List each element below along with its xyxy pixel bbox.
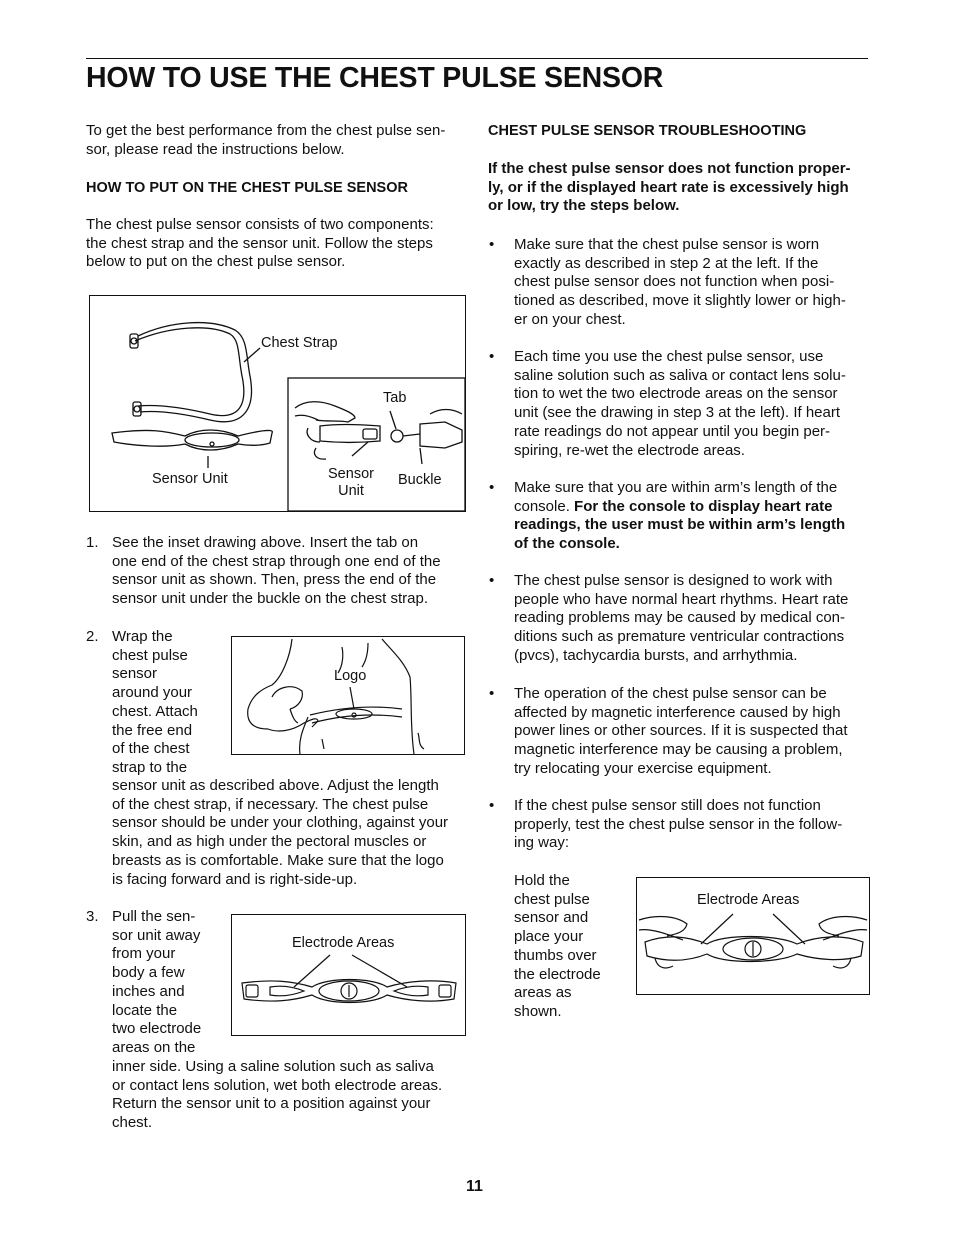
step-2-line: around your <box>112 684 193 702</box>
components-line: The chest pulse sensor consists of two components: <box>86 216 434 233</box>
step-2-line: the free end <box>112 721 193 739</box>
put-on-heading: HOW TO PUT ON THE CHEST PULSE SENSOR <box>86 180 408 196</box>
step-1-line: sensor unit as shown. Then, press the end of the <box>112 571 437 589</box>
intro-line: sor, please read the instructions below. <box>86 140 345 158</box>
step-1-text <box>112 534 441 609</box>
bullet-line: exactly as described in step 2 at the left. If the <box>514 254 819 272</box>
hold-line: place your <box>514 928 584 946</box>
step-3-text-narrow <box>112 908 201 1058</box>
step-2-text-wide <box>112 777 448 889</box>
step-2-line: chest. Attach <box>112 702 198 720</box>
bullet-line: Make sure that you are within arm’s length of the <box>514 479 838 496</box>
step-2-line: of the chest strap, if necessary. The chest pulse <box>112 795 429 813</box>
intro-bold-line: ly, or if the displayed heart rate is excessively high <box>488 178 849 196</box>
bullet-line: The operation of the chest pulse sensor can be <box>514 685 827 702</box>
bullet-line: properly, test the chest pulse sensor in the follow- <box>514 815 843 833</box>
sensor-unit-label: Sensor Unit <box>152 471 228 487</box>
components-line: the chest strap and the sensor unit. Follow the steps <box>86 234 433 252</box>
bullet-line: ing way: <box>514 834 570 852</box>
bullet-line: rate readings do not appear until you begin per- <box>514 422 831 440</box>
bullet-line: er on your chest. <box>514 310 626 328</box>
step-2-line: chest pulse <box>112 646 188 664</box>
wearing-figure <box>231 636 465 755</box>
bullet-line: spiring, re-wet the electrode areas. <box>514 441 745 459</box>
bullet-line: power lines or other sources. If it is suspected that <box>514 722 848 740</box>
bullet-1-text <box>514 236 846 330</box>
step-3-line: chest. <box>112 1114 153 1132</box>
hold-line: Hold the <box>514 872 570 889</box>
bullet-marker: • <box>489 797 495 814</box>
chest-strap-label: Chest Strap <box>261 335 338 351</box>
hold-line: sensor and <box>514 909 589 927</box>
hands-figure <box>636 877 870 995</box>
step-3-number: 3. <box>86 908 99 925</box>
bullet-bold-line: of the console. <box>514 535 620 553</box>
bullet-line: affected by magnetic interference caused by high <box>514 703 841 721</box>
hold-line: the electrode <box>514 965 601 983</box>
step-1-line: one end of the chest strap through one end of the <box>112 552 441 570</box>
hold-instructions <box>514 872 601 1022</box>
step-2-line: of the chest <box>112 740 190 758</box>
step-3-line: areas on the <box>112 1038 196 1056</box>
bullet-bold-line: readings, the user must be within arm’s length <box>514 516 846 534</box>
strap-figure <box>89 295 466 512</box>
bullet-line: tioned as described, move it slightly lower or high- <box>514 292 846 310</box>
hold-line: chest pulse <box>514 890 590 908</box>
step-2-line: Wrap the <box>112 628 173 645</box>
hold-line: shown. <box>514 1002 562 1020</box>
bullet-marker: • <box>489 236 495 253</box>
bullet-bold-span: For the console to display heart rate <box>574 497 833 515</box>
bullet-2-text <box>514 348 846 460</box>
step-2-line: sensor unit as described above. Adjust the length <box>112 777 439 794</box>
step-3-line: sor unit away <box>112 926 201 944</box>
title-rule <box>86 58 868 59</box>
bullet-5-text <box>514 685 848 779</box>
troubleshooting-intro <box>488 160 851 216</box>
bullet-line: tion to wet the two electrode areas on the sensor <box>514 385 838 403</box>
intro-line: To get the best performance from the chest pulse sen- <box>86 122 446 139</box>
bullet-line: chest pulse sensor does not function when posi- <box>514 273 835 291</box>
step-3-line: inner side. Using a saline solution such as saliva <box>112 1058 434 1075</box>
bullet-line: reading problems may be caused by medical con- <box>514 609 846 627</box>
step-1-line: See the inset drawing above. Insert the tab on <box>112 534 419 551</box>
electrode-areas-label: Electrode Areas <box>292 935 395 951</box>
bullet-6-text <box>514 797 842 853</box>
step-3-line: locate the <box>112 1001 178 1019</box>
logo-label: Logo <box>334 668 367 684</box>
bullet-3-text <box>514 479 845 554</box>
bullet-line: saline solution such as saliva or contact lens solu- <box>514 366 846 384</box>
components-paragraph <box>86 216 434 272</box>
intro-bold-line: If the chest pulse sensor does not function proper- <box>488 160 851 177</box>
bullet-line: magnetic interference may be causing a problem, <box>514 741 843 759</box>
step-1-line: sensor unit under the buckle on the chest strap. <box>112 590 429 608</box>
hold-line: thumbs over <box>514 946 597 964</box>
bullet-line <box>514 498 845 517</box>
inset-sensor-label-line: Unit <box>338 483 364 499</box>
inset-sensor-unit-label <box>326 466 376 500</box>
bullet-line: The chest pulse sensor is designed to work with <box>514 572 833 589</box>
bullet-line: unit (see the drawing in step 3 at the left). If heart <box>514 404 841 422</box>
page-title: HOW TO USE THE CHEST PULSE SENSOR <box>86 62 664 94</box>
bullet-line: Make sure that the chest pulse sensor is worn <box>514 236 820 253</box>
step-2-text-narrow <box>112 628 198 778</box>
sensor-unit-drawing <box>232 915 465 1035</box>
bullet-line: people who have normal heart rhythms. Heart rate <box>514 590 849 608</box>
torso-drawing <box>232 637 464 754</box>
step-2-line: sensor should be under your clothing, against your <box>112 814 449 832</box>
bullet-marker: • <box>489 685 495 702</box>
intro-paragraph <box>86 122 445 159</box>
step-3-line: Pull the sen- <box>112 908 196 925</box>
step-2-line: skin, and as high under the pectoral muscles or <box>112 833 427 851</box>
step-2-line: strap to the <box>112 758 188 776</box>
electrode-areas-label-right: Electrode Areas <box>697 892 800 908</box>
bullet-line: If the chest pulse sensor still does not function <box>514 797 821 814</box>
electrode-figure <box>231 914 466 1036</box>
bullet-line: ditions such as premature ventricular contractions <box>514 628 845 646</box>
tab-label: Tab <box>383 390 407 406</box>
step-3-text-wide <box>112 1058 442 1133</box>
bullet-line: try relocating your exercise equipment. <box>514 759 772 777</box>
bullet-plain-span: console. <box>514 497 575 515</box>
bullet-line: Each time you use the chest pulse sensor, use <box>514 348 824 365</box>
step-3-line: from your <box>112 945 176 963</box>
inset-sensor-label-line: Sensor <box>328 466 374 482</box>
bullet-line: (pvcs), tachycardia bursts, and arrhythmia. <box>514 646 798 664</box>
page-number: 11 <box>466 1178 483 1195</box>
step-3-line: or contact lens solution, wet both electrode areas. <box>112 1076 443 1094</box>
step-3-line: body a few <box>112 964 185 982</box>
buckle-label: Buckle <box>398 472 442 488</box>
bullet-4-text <box>514 572 848 666</box>
bullet-marker: • <box>489 348 495 365</box>
step-2-line: breasts as is comfortable. Make sure that the logo <box>112 851 444 869</box>
troubleshooting-heading: CHEST PULSE SENSOR TROUBLESHOOTING <box>488 123 807 139</box>
intro-bold-line: or low, try the steps below. <box>488 197 680 215</box>
step-3-line: inches and <box>112 982 185 1000</box>
step-2-line: sensor <box>112 665 158 683</box>
hold-line: areas as <box>514 984 572 1002</box>
step-3-line: Return the sensor unit to a position against your <box>112 1095 431 1113</box>
step-1-number: 1. <box>86 534 99 551</box>
step-2-number: 2. <box>86 628 99 645</box>
bullet-marker: • <box>489 479 495 496</box>
step-3-line: two electrode <box>112 1020 202 1038</box>
bullet-marker: • <box>489 572 495 589</box>
step-2-line: is facing forward and is right-side-up. <box>112 870 358 888</box>
components-line: below to put on the chest pulse sensor. <box>86 253 346 271</box>
